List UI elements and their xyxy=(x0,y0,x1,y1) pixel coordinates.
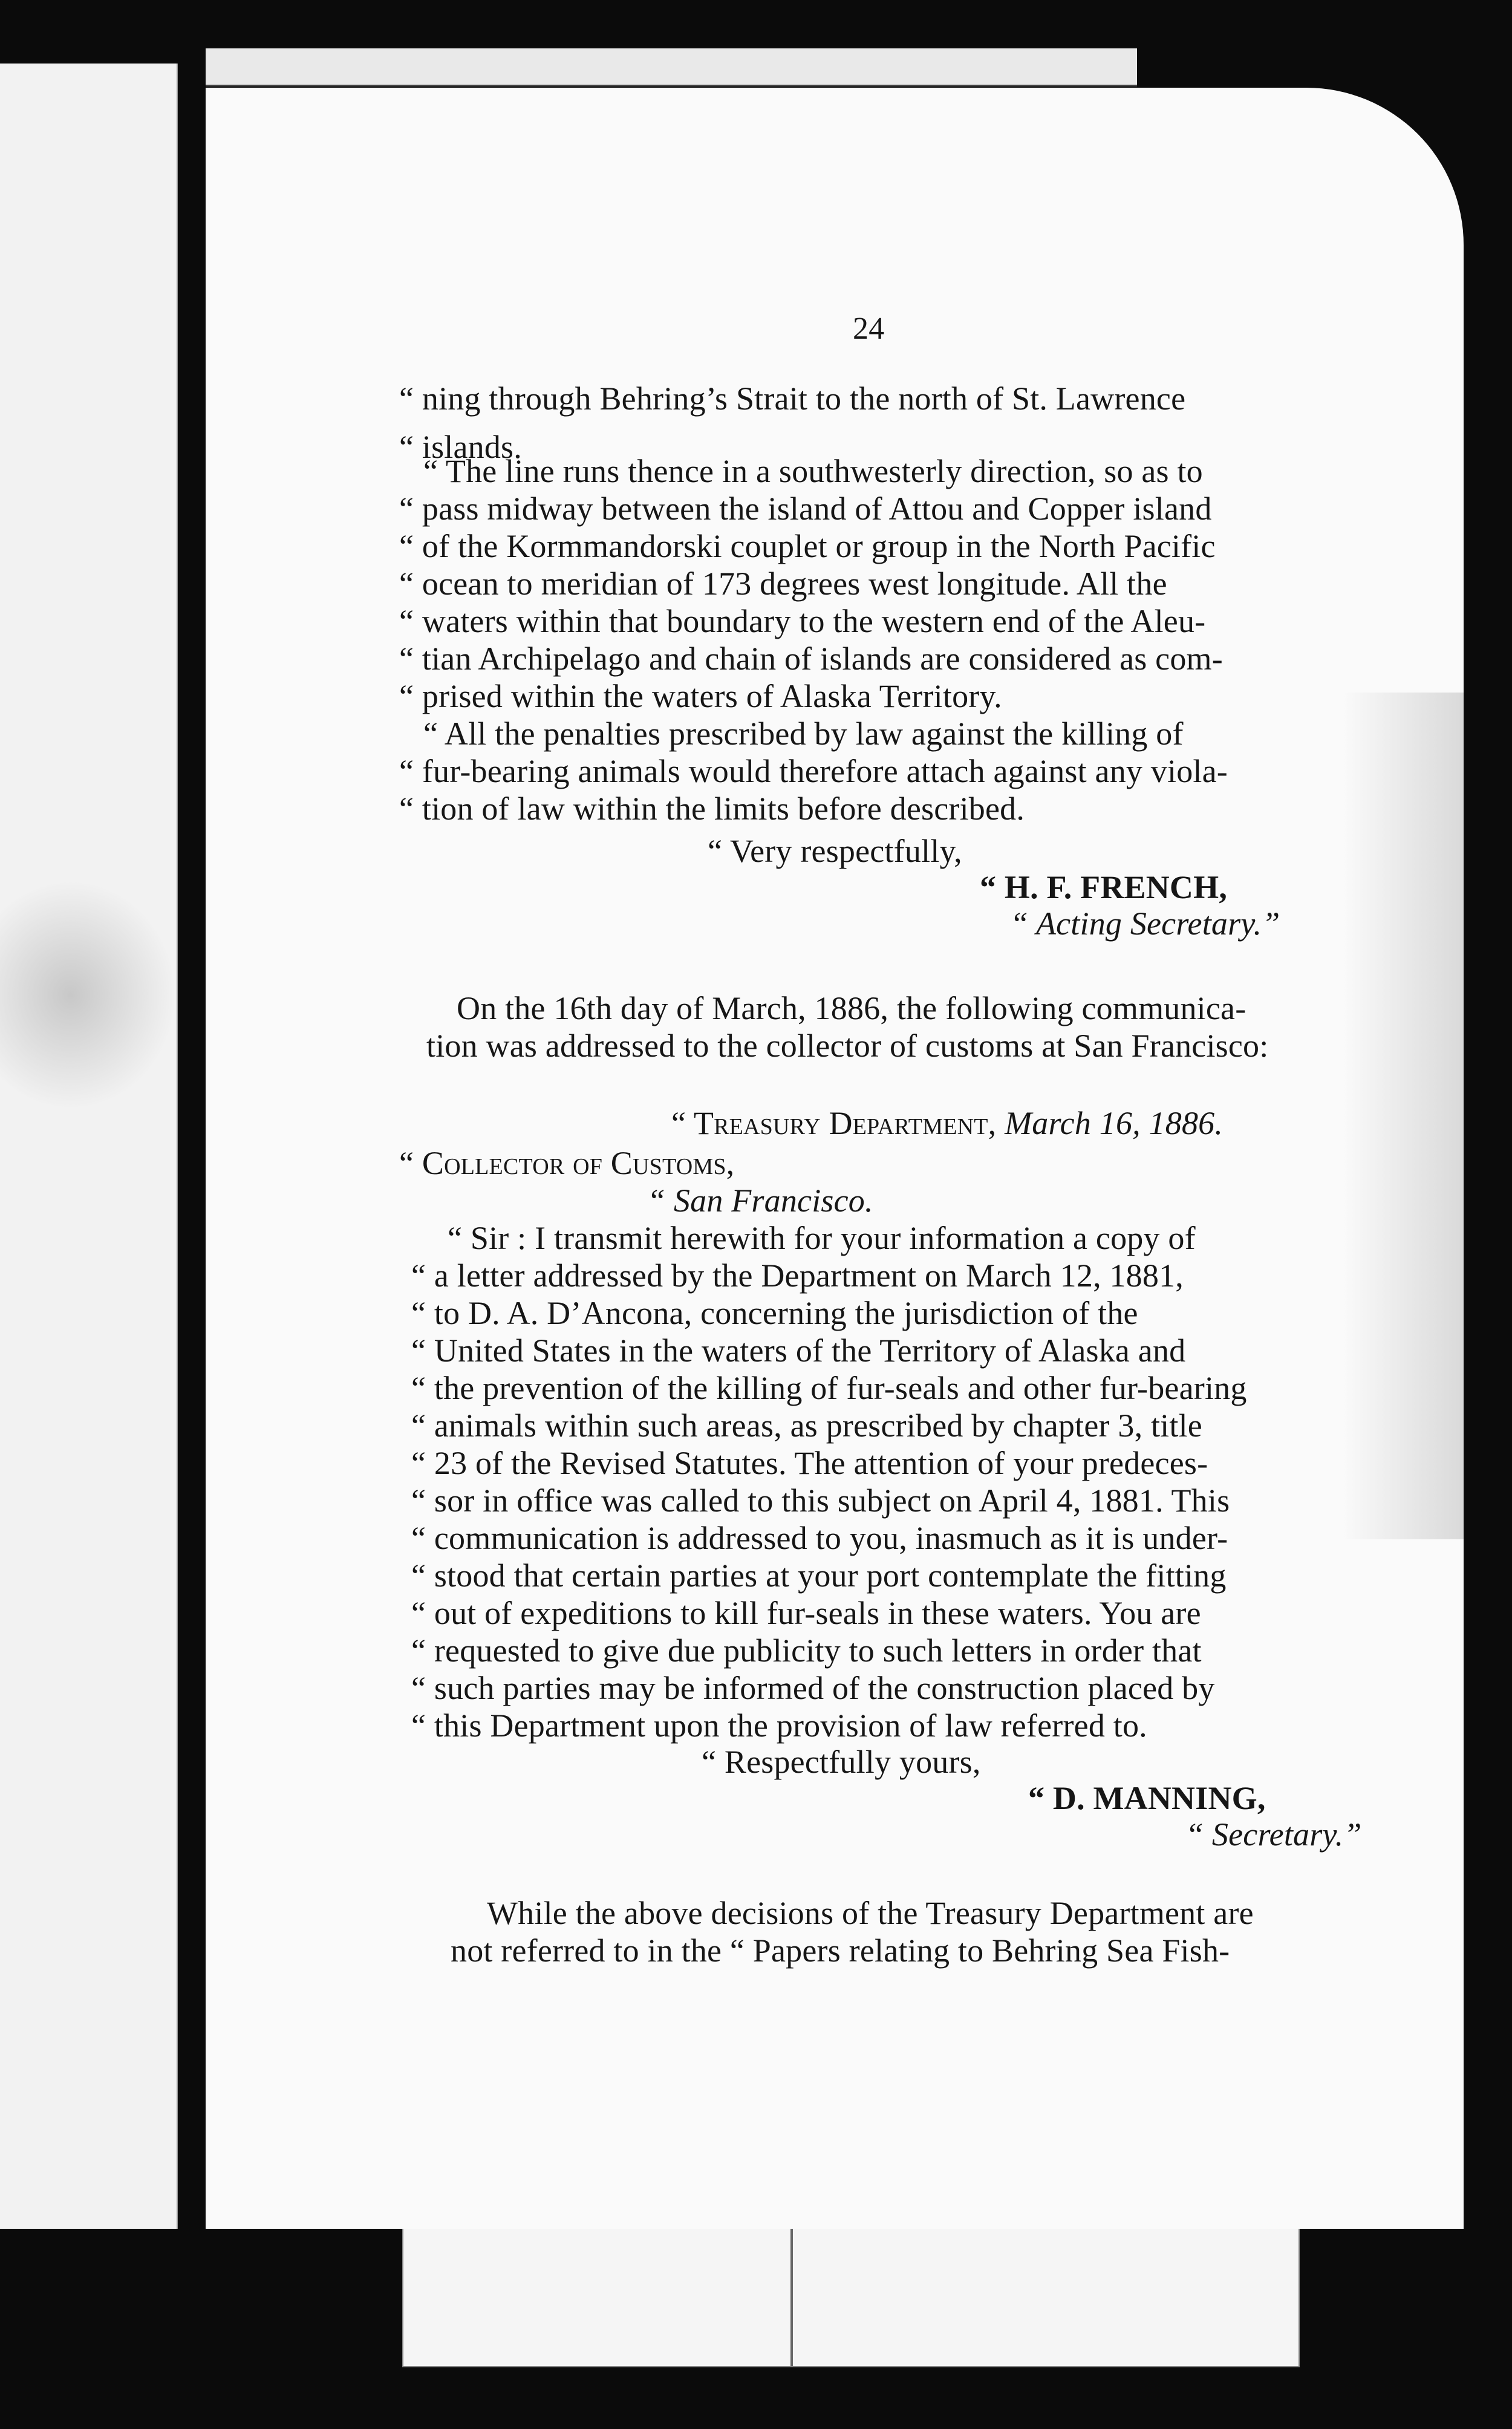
closing-salutation: “ Very respectfully, xyxy=(708,833,962,869)
text-line: “ sor in office was called to this subject on April 4, 1881. This xyxy=(411,1482,1230,1519)
dateline-department: “ Treasury Department, xyxy=(671,1105,997,1141)
text-line: “ United States in the waters of the Territory of Alaska and xyxy=(411,1332,1186,1369)
text-line: “ such parties may be informed of the construction placed by xyxy=(411,1670,1215,1706)
text-line: “ this Department upon the provision of law referred to. xyxy=(411,1707,1147,1744)
text-line: “ ocean to meridian of 173 degrees west longitude. All the xyxy=(399,566,1167,602)
text-line: “ fur-bearing animals would therefore attach against any viola- xyxy=(399,753,1228,789)
text-line: “ stood that certain parties at your port contemplate the fitting xyxy=(411,1557,1227,1594)
text-line: “ of the Kormmandorski couplet or group in the North Pacific xyxy=(399,528,1216,564)
text-line: “ islands. xyxy=(399,429,522,465)
dateline-date: March 16, 1886. xyxy=(1005,1105,1224,1141)
text-line: “ Sir : I transmit herewith for your information a copy of xyxy=(448,1220,1196,1256)
signature-title: “ Acting Secretary.” xyxy=(1010,905,1280,942)
page-bottom-edge xyxy=(402,2208,1300,2367)
addressee-location: “ San Francisco. xyxy=(647,1182,873,1219)
text-line: “ pass midway between the island of Attou and Copper island xyxy=(399,491,1212,527)
text-line: “ The line runs thence in a southwesterly direction, so as to xyxy=(423,453,1203,489)
text-line: “ requested to give due publicity to such letters in order that xyxy=(411,1632,1202,1669)
text-line: “ the prevention of the killing of fur-seals and other fur-bearing xyxy=(411,1370,1247,1406)
text-line: “ All the penalties prescribed by law against the killing of xyxy=(423,716,1184,752)
adjacent-page xyxy=(0,64,178,2229)
page-number: 24 xyxy=(853,311,885,346)
text-line: tion was addressed to the collector of customs at San Francisco: xyxy=(426,1028,1269,1064)
text-line: “ prised within the waters of Alaska Territory. xyxy=(399,678,1002,714)
text-line: On the 16th day of March, 1886, the following communica- xyxy=(457,990,1246,1026)
text-line: “ to D. A. D’Ancona, concerning the jurisdiction of the xyxy=(411,1295,1138,1331)
text-line: “ a letter addressed by the Department on March 12, 1881, xyxy=(411,1257,1184,1294)
text-line: “ ning through Behring’s Strait to the north of St. Lawrence xyxy=(399,380,1186,417)
text-line: “ out of expeditions to kill fur-seals in these waters. You are xyxy=(411,1595,1201,1631)
text-line: not referred to in the “ Papers relating to Behring Sea Fish- xyxy=(451,1932,1230,1969)
page-top-edge xyxy=(206,48,1137,86)
text-line: “ 23 of the Revised Statutes. The attention of your predeces- xyxy=(411,1445,1208,1481)
text-line: “ tion of law within the limits before described. xyxy=(399,791,1025,827)
signature-name: “ D. MANNING, xyxy=(1028,1780,1266,1816)
closing-salutation: “ Respectfully yours, xyxy=(702,1744,981,1780)
signature-title: “ Secretary.” xyxy=(1185,1816,1362,1853)
text-line: “ animals within such areas, as prescribed by chapter 3, title xyxy=(411,1407,1202,1444)
text-line: “ waters within that boundary to the western end of the Aleu- xyxy=(399,603,1206,639)
text-line: While the above decisions of the Treasury Department are xyxy=(487,1895,1254,1931)
text-line: “ communication is addressed to you, inasmuch as it is under- xyxy=(411,1520,1228,1556)
signature-name: “ H. F. FRENCH, xyxy=(980,869,1228,905)
text-line: “ tian Archipelago and chain of islands are considered as com- xyxy=(399,641,1223,677)
addressee-line: “ Collector of Customs, xyxy=(399,1145,735,1181)
